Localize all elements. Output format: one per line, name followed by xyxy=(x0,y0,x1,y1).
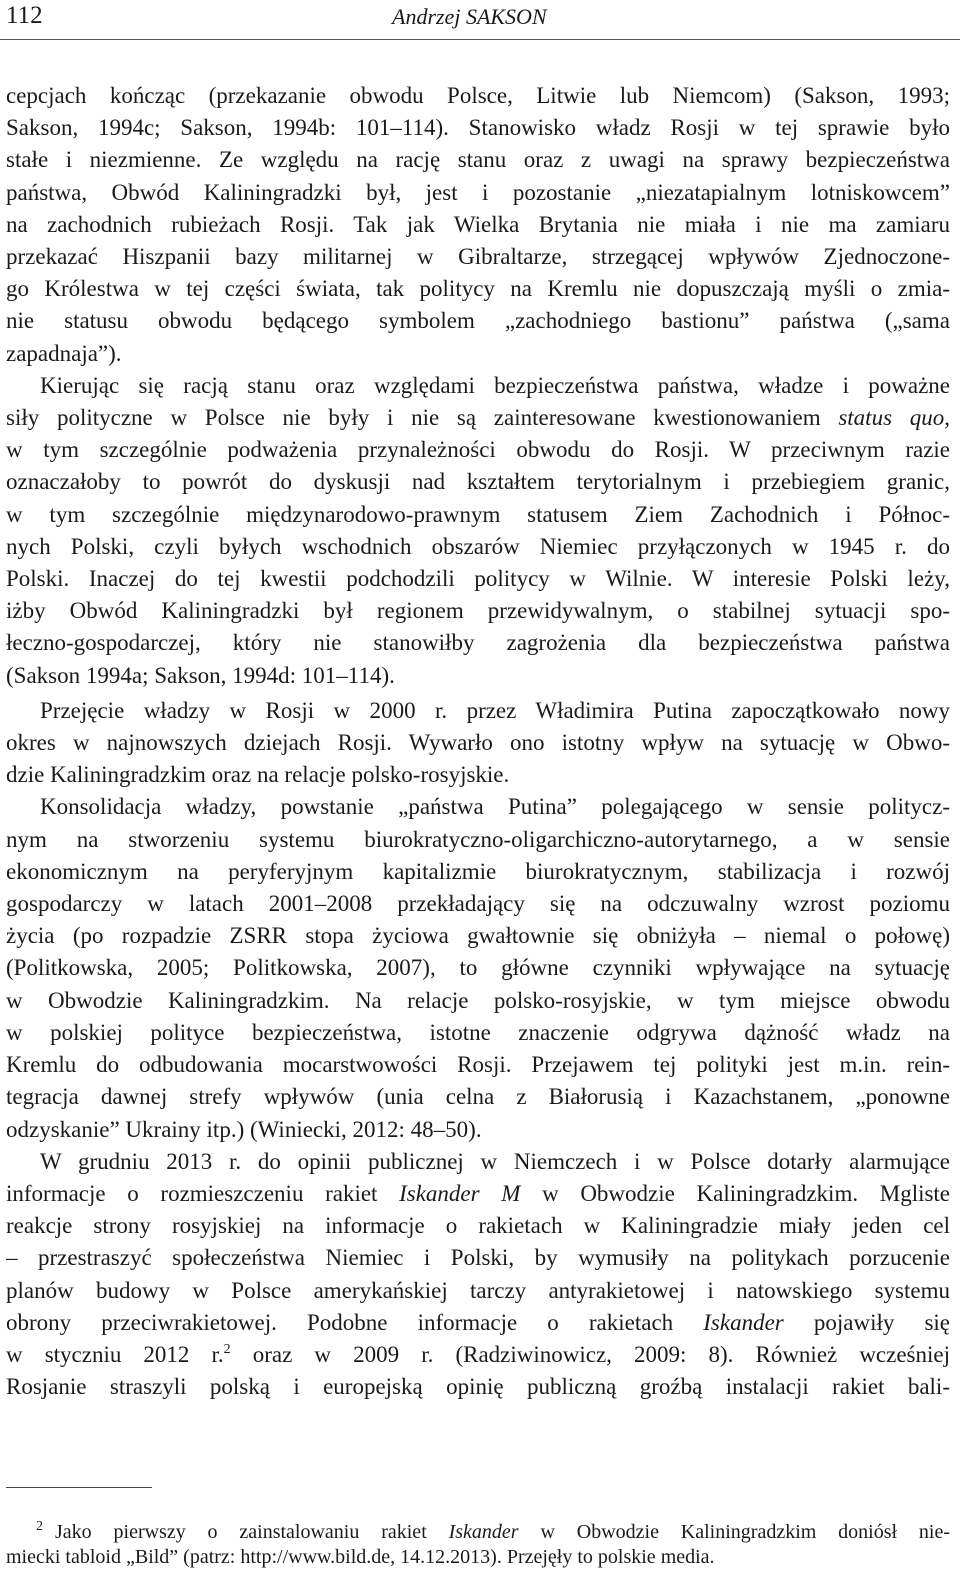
footnote xyxy=(6,1520,950,1570)
italic-term-iskander-m: Iskander M xyxy=(399,1180,521,1206)
text-run: siły polityczne w Polsce nie były i nie są zainteresowane kwestionowaniem xyxy=(6,405,821,431)
text-line: w tym szczególnie międzynarodowo-prawnym statusem Ziem Zachodnich i Północ- xyxy=(6,501,950,527)
italic-term-iskander: Iskander xyxy=(448,1521,519,1543)
text-line: (Sakson 1994a; Sakson, 1994d: 101–114). xyxy=(6,662,395,688)
italic-term-status-quo: status quo xyxy=(838,405,945,431)
text-line: Kierując się racją stanu oraz względami bezpieczeństwa państwa, władze i poważne xyxy=(40,372,950,398)
text-run: , xyxy=(944,405,950,431)
text-line: w tym szczególnie podważenia przynależności obwodu do Rosji. W przeciwnym razie xyxy=(6,437,950,463)
running-head-author: Andrzej SAKSON xyxy=(392,4,547,29)
text-run: informacje o rozmieszczeniu rakiet xyxy=(6,1180,378,1206)
text-line: Sakson, 1994c; Sakson, 1994b: 101–114). Stanowisko władz Rosji w tej sprawie było xyxy=(6,115,950,141)
paragraph-1 xyxy=(6,80,950,370)
footnote-line: miecki tabloid „Bild” (patrz: http://www.bild.de, 14.12.2013). Przejęły to polskie media. xyxy=(6,1546,715,1568)
body-text xyxy=(6,80,950,1403)
text-line: Konsolidacja władzy, powstanie „państwa Putina” polegającego w sensie politycz- xyxy=(40,794,950,820)
text-line: – przestraszyć społeczeństwa Niemiec i Polski, by wymusiły na politykach porzucenie xyxy=(6,1245,950,1271)
page-number: 112 xyxy=(6,2,43,29)
text-line: nie statusu obwodu będącego symbolem „zachodniego bastionu” państwa („sama xyxy=(6,308,950,334)
paragraph-4 xyxy=(6,791,950,1145)
text-run: w Obwodzie Kaliningradzkim doniósł nie- xyxy=(540,1521,950,1543)
text-line: zapadnaja”). xyxy=(6,340,122,366)
text-line: państwa, Obwód Kaliningradzki był, jest i pozostanie „niezatapialnym lotniskowcem” xyxy=(6,179,950,205)
text-line: Kremlu do odbudowania mocarstwowości Rosji. Przejawem tej polityki jest m.in. rein- xyxy=(6,1052,950,1078)
text-run: w Obwodzie Kaliningradzkim. Mgliste xyxy=(542,1180,950,1206)
text-line xyxy=(6,402,950,434)
header-rule xyxy=(0,39,960,40)
text-line: nym na stworzeniu systemu biurokratyczno-oligarchiczno-autorytarnego, a w sensie xyxy=(6,826,950,852)
text-run: Jako pierwszy o zainstalowaniu rakiet xyxy=(55,1521,427,1543)
text-line: Przejęcie władzy w Rosji w 2000 r. przez Władimira Putina zapoczątkowało nowy xyxy=(40,697,950,723)
text-line: stałe i niezmienne. Ze względu na rację stanu oraz z uwagi na sprawy bezpieczeństwa xyxy=(6,147,950,173)
text-line xyxy=(6,1339,950,1371)
text-line: życia (po rozpadzie ZSRR stopa życiowa gwałtownie się obniżyła – niemal o połowę) xyxy=(6,923,950,949)
text-line: (Politkowska, 2005; Politkowska, 2007), to główne czynniki wpływające na sytuację xyxy=(6,955,950,981)
text-line: w polskiej polityce bezpieczeństwa, istotne znaczenie odgrywa dążność władz na xyxy=(6,1019,950,1045)
text-line: łeczno-gospodarczej, który nie stanowiłby zagrożenia dla bezpieczeństwa państwa xyxy=(6,630,950,656)
text-run: w styczniu 2012 r. xyxy=(6,1341,224,1367)
text-line: dzie Kaliningradzkim oraz na relacje polsko-rosyjskie. xyxy=(6,762,510,788)
text-line: nych Polski, czyli byłych wschodnich obszarów Niemiec przyłączonych w 1945 r. do xyxy=(6,533,950,559)
text-line: Rosjanie straszyli polską i europejską opinię publiczną groźbą instalacji rakiet bali- xyxy=(6,1374,950,1400)
text-run: oraz w 2009 r. (Radziwinowicz, 2009: 8). Również wcześniej xyxy=(252,1341,950,1367)
paragraph-2 xyxy=(6,370,950,692)
text-line: Polski. Inaczej do tej kwestii podchodzili politycy w Wilnie. W interesie Polski leży, xyxy=(6,566,950,592)
text-line xyxy=(6,1178,950,1210)
text-line: reakcje strony rosyjskiej na informacje o rakietach w Kaliningradzie miały jeden cel xyxy=(6,1213,950,1239)
text-line: na zachodnich rubieżach Rosji. Tak jak Wielka Brytania nie miała i nie ma zamiaru xyxy=(6,211,950,237)
text-run: pojawiły się xyxy=(813,1309,950,1335)
text-run: obrony przeciwrakietowej. Podobne informacje o rakietach xyxy=(6,1309,674,1335)
paragraph-3 xyxy=(6,695,950,792)
text-line: W grudniu 2013 r. do opinii publicznej w Niemczech i w Polsce dotarły alarmujące xyxy=(40,1148,950,1174)
page-header xyxy=(0,0,960,48)
text-line xyxy=(6,1307,950,1339)
text-line: ekonomicznym na peryferyjnym kapitalizmie biurokratycznym, stabilizacja i rozwój xyxy=(6,858,950,884)
footnote-number: 2 xyxy=(36,1520,43,1534)
text-line: tegracja dawnej strefy wpływów (unia celna z Białorusią i Kazachstanem, „ponowne xyxy=(6,1084,950,1110)
text-line: w Obwodzie Kaliningradzkim. Na relacje polsko-rosyjskie, w tym miejsce obwodu xyxy=(6,987,950,1013)
paragraph-5 xyxy=(6,1146,950,1404)
footnote-line xyxy=(6,1520,950,1545)
text-line: okres w najnowszych dziejach Rosji. Wywarło ono istotny wpływ na sytuację w Obwo- xyxy=(6,730,950,756)
text-line: iżby Obwód Kaliningradzki był regionem przewidywalnym, o stabilnej sytuacji spo- xyxy=(6,598,950,624)
italic-term-iskander: Iskander xyxy=(703,1309,784,1335)
text-line: planów budowy w Polsce amerykańskiej tarczy antyrakietowej i natowskiego systemu xyxy=(6,1277,950,1303)
text-line: oznaczałoby to powrót do dyskusji nad kształtem terytorialnym i przebiegiem granic, xyxy=(6,469,950,495)
text-line: przekazać Hiszpanii bazy militarnej w Gibraltarze, strzegącej wpływów Zjednoczone- xyxy=(6,244,950,270)
text-line: odzyskanie” Ukrainy itp.) (Winiecki, 2012: 48–50). xyxy=(6,1116,482,1142)
text-line: gospodarczy w latach 2001–2008 przekładający się na odczuwalny wzrost poziomu xyxy=(6,891,950,917)
footnote-rule xyxy=(6,1487,152,1488)
footnote-reference[interactable]: 2 xyxy=(223,1341,231,1357)
text-line: go Królestwa w tej części świata, tak politycy na Kremlu nie dopuszczają myśli o zmia- xyxy=(6,276,950,302)
text-line: cepcjach kończąc (przekazanie obwodu Polsce, Litwie lub Niemcom) (Sakson, 1993; xyxy=(6,83,950,108)
